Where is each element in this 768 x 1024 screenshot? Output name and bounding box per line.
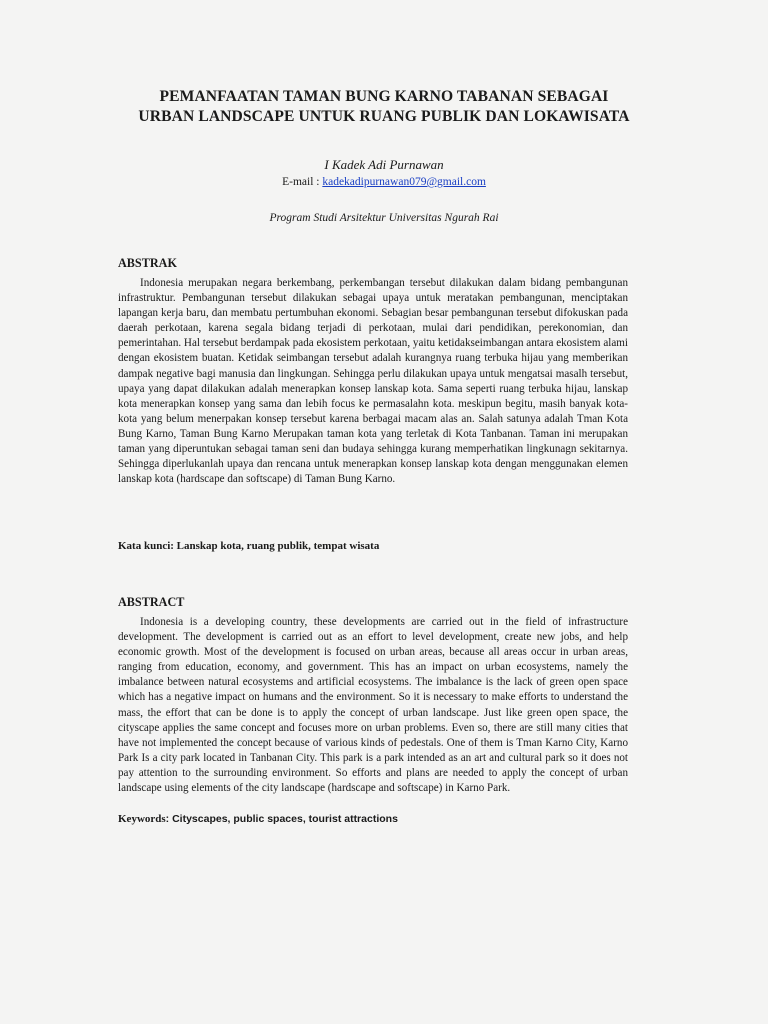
abstract-heading: ABSTRACT bbox=[118, 595, 185, 609]
kata-kunci-value: : Lanskap kota, ruang publik, tempat wisata bbox=[170, 540, 380, 552]
title-line-2: URBAN LANDSCAPE UNTUK RUANG PUBLIK DAN LOKAWISATA bbox=[138, 108, 630, 125]
kata-kunci bbox=[118, 540, 379, 552]
abstract-body: Indonesia is a developing country, these developments are carried out in the field of infrastructure development. The development is carried out as an effort to level development, create new jobs, and help economic growth. Most of the development is focused on urban areas, because all areas occur in urban areas, ranging from education, economy, and government. This has an impact on urban ecosystems, namely the imbalance between natural ecosystems and artificial ecosystems. The imbalance is the lack of green open space which has a negative impact on humans and the environment. So it is necessary to make efforts to understand the mass, the effort that can be done is to apply the concept of urban landscape. Just like green open space, the cityscape applies the same concept and focuses more on urban problems. Even so, there are still many cities that have not implemented the concept because of various kinds of pedestals. One of them is Tman Karno City, Karno Park Is a city park located in Tanbanan City. This park is a park intended as an art and cultural park so it does not pay attention to the surrounding environment. So efforts and plans are needed to apply the concept of urban landscape using elements of the city landscape (hardscape and softscape) in Karno Park. bbox=[118, 616, 628, 795]
keywords bbox=[118, 813, 398, 825]
email-label: E-mail : bbox=[282, 176, 323, 188]
affiliation: Program Studi Arsitektur Universitas Ngurah Rai bbox=[269, 212, 499, 224]
email-link[interactable]: kadekadipurnawan079@gmail.com bbox=[322, 176, 486, 188]
keywords-label: Keywords bbox=[118, 813, 166, 825]
paper-title bbox=[80, 87, 688, 127]
title-line-1: PEMANFAATAN TAMAN BUNG KARNO TABANAN SEBAGAI bbox=[159, 88, 609, 105]
keywords-value: : Cityscapes, public spaces, tourist attractions bbox=[165, 813, 398, 825]
email-line bbox=[0, 176, 768, 188]
abstrak-heading: ABSTRAK bbox=[118, 256, 177, 270]
abstrak-body: Indonesia merupakan negara berkembang, perkembangan tersebut dilakukan dalam bidang pembangunan infrastruktur. Pembangunan tersebut dilakukan sebagai upaya untuk meratakan pembangunan, menciptakan lapangan kerja baru, dan membatu pertumbuhan ekonomi. Sebagian besar pembangunan tersebut difokuskan pada daerah perkotaan, karena segala bidang terjadi di perkotaan, mulai dari pendidikan, perekonomian, dan pemerintahan. Hal tersebut berdampak pada ekosistem perkotaan, yaitu ketidakseimbangan antara ekosistem alami dengan ekosistem buatan. Ketidak seimbangan tersebut adalah kurangnya ruang terbuka hijau yang memberikan dampak negative bagi manusia dan lingkungan. Sehingga perlu dilakukan upaya untuk mengatsai masalh tersebut, upaya yang dapat dilakukan adalah menerapkan konsep lanskap kota. Sama seperti ruang terbuka hijau, lanskap kota menerapkan konsep yang sama dan lebih focus ke permasalahn kota. meskipun begitu, masih banyak kota-kota yang belum menerpakan konsep tersebut karena berbagai macam alas an. Salah satunya adalah Tman Kota Bung Karno, Taman Bung Karno Merupakan taman kota yang terletak di Kota Tanbanan. Taman ini merupakan taman yang diperuntukan sebagai taman seni dan budaya sehingga kurang memperhatikan lingkunagn sekitarnya. Sehingga diperlukanlah upaya dan rencana untuk menerapkan konsep lanskap kota dengan menggunakan elemen lanskap kota (hardscape dan softscape) di Taman Bung Karno. bbox=[118, 277, 628, 486]
kata-kunci-label: Kata kunci bbox=[118, 540, 171, 552]
author-name: I Kadek Adi Purnawan bbox=[324, 157, 444, 172]
